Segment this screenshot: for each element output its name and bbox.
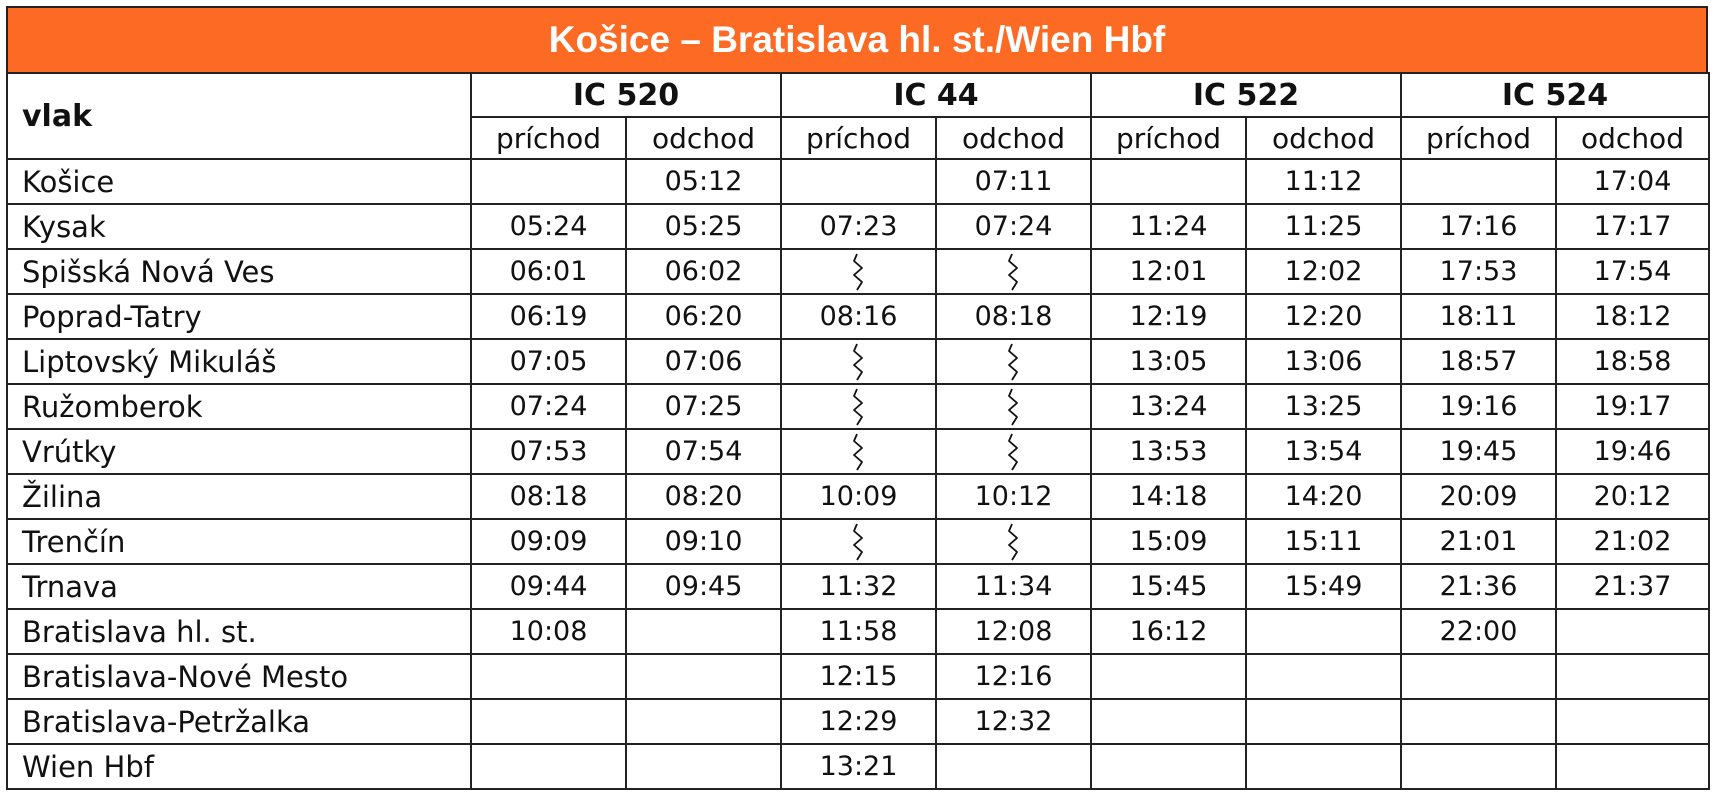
passes-without-stopping-icon	[781, 249, 936, 294]
station-name: Wien Hbf	[7, 744, 471, 789]
arrival-time: 11:32	[781, 564, 936, 609]
departure-time: 05:12	[626, 159, 781, 204]
arrival-time	[471, 654, 626, 699]
arrival-time: 12:19	[1091, 294, 1246, 339]
train-header: IC 522	[1091, 73, 1401, 117]
departure-time	[1246, 744, 1401, 789]
departure-time: 13:06	[1246, 339, 1401, 384]
passes-without-stopping-icon	[936, 384, 1091, 429]
departure-time	[626, 609, 781, 654]
arrival-header: príchod	[1091, 117, 1246, 159]
departure-time	[626, 654, 781, 699]
train-header: IC 524	[1401, 73, 1709, 117]
departure-time: 09:10	[626, 519, 781, 564]
departure-time: 12:20	[1246, 294, 1401, 339]
arrival-time	[1401, 159, 1556, 204]
station-name: Kysak	[7, 204, 471, 249]
arrival-time: 21:01	[1401, 519, 1556, 564]
departure-time: 11:12	[1246, 159, 1401, 204]
arrival-time	[1401, 699, 1556, 744]
arrival-time: 13:24	[1091, 384, 1246, 429]
table-row	[7, 564, 1709, 609]
arrival-time: 13:53	[1091, 429, 1246, 474]
table-row	[7, 474, 1709, 519]
departure-time: 13:25	[1246, 384, 1401, 429]
departure-time: 10:12	[936, 474, 1091, 519]
departure-time	[626, 699, 781, 744]
arrival-time: 06:01	[471, 249, 626, 294]
arrival-time: 13:21	[781, 744, 936, 789]
table-row	[7, 699, 1709, 744]
table-row	[7, 744, 1709, 789]
departure-header: odchod	[1556, 117, 1709, 159]
arrival-time: 11:24	[1091, 204, 1246, 249]
arrival-time: 17:16	[1401, 204, 1556, 249]
departure-time: 05:25	[626, 204, 781, 249]
arrival-header: príchod	[471, 117, 626, 159]
departure-time: 07:06	[626, 339, 781, 384]
departure-time: 07:11	[936, 159, 1091, 204]
arrival-time: 15:09	[1091, 519, 1246, 564]
header-row-trains	[7, 73, 1709, 117]
passes-without-stopping-icon	[936, 339, 1091, 384]
station-name: Liptovský Mikuláš	[7, 339, 471, 384]
timetable-body	[7, 159, 1709, 789]
departure-time: 07:25	[626, 384, 781, 429]
departure-time: 12:02	[1246, 249, 1401, 294]
departure-time: 09:45	[626, 564, 781, 609]
arrival-time: 07:05	[471, 339, 626, 384]
passes-without-stopping-icon	[781, 519, 936, 564]
departure-time: 13:54	[1246, 429, 1401, 474]
arrival-time: 20:09	[1401, 474, 1556, 519]
arrival-time: 15:45	[1091, 564, 1246, 609]
arrival-time: 14:18	[1091, 474, 1246, 519]
departure-time	[1246, 654, 1401, 699]
table-row	[7, 384, 1709, 429]
departure-time: 12:08	[936, 609, 1091, 654]
departure-time: 08:18	[936, 294, 1091, 339]
departure-time: 15:49	[1246, 564, 1401, 609]
station-name: Spišská Nová Ves	[7, 249, 471, 294]
departure-time: 17:04	[1556, 159, 1709, 204]
arrival-time: 09:44	[471, 564, 626, 609]
arrival-time: 12:01	[1091, 249, 1246, 294]
passes-without-stopping-icon	[936, 429, 1091, 474]
arrival-time: 08:16	[781, 294, 936, 339]
arrival-time	[1091, 159, 1246, 204]
departure-time	[1556, 654, 1709, 699]
station-name: Trnava	[7, 564, 471, 609]
arrival-time: 19:16	[1401, 384, 1556, 429]
departure-time	[1556, 699, 1709, 744]
departure-time: 17:17	[1556, 204, 1709, 249]
arrival-time	[471, 159, 626, 204]
departure-time: 07:54	[626, 429, 781, 474]
station-name: Ružomberok	[7, 384, 471, 429]
departure-time: 07:24	[936, 204, 1091, 249]
arrival-time: 10:09	[781, 474, 936, 519]
arrival-time	[1091, 654, 1246, 699]
arrival-time: 08:18	[471, 474, 626, 519]
departure-time: 14:20	[1246, 474, 1401, 519]
station-name: Bratislava-Nové Mesto	[7, 654, 471, 699]
departure-time	[626, 744, 781, 789]
arrival-time: 10:08	[471, 609, 626, 654]
departure-time: 20:12	[1556, 474, 1709, 519]
station-name: Košice	[7, 159, 471, 204]
passes-without-stopping-icon	[781, 429, 936, 474]
departure-time	[1246, 609, 1401, 654]
arrival-time	[471, 699, 626, 744]
passes-without-stopping-icon	[936, 249, 1091, 294]
station-name: Bratislava hl. st.	[7, 609, 471, 654]
table-row	[7, 294, 1709, 339]
arrival-time: 16:12	[1091, 609, 1246, 654]
departure-time: 21:02	[1556, 519, 1709, 564]
arrival-time	[1091, 744, 1246, 789]
arrival-time: 07:24	[471, 384, 626, 429]
passes-without-stopping-icon	[936, 519, 1091, 564]
arrival-time: 21:36	[1401, 564, 1556, 609]
departure-time: 12:32	[936, 699, 1091, 744]
departure-time: 19:17	[1556, 384, 1709, 429]
departure-time	[936, 744, 1091, 789]
station-name: Bratislava-Petržalka	[7, 699, 471, 744]
departure-header: odchod	[626, 117, 781, 159]
arrival-header: príchod	[1401, 117, 1556, 159]
table-row	[7, 339, 1709, 384]
station-name: Žilina	[7, 474, 471, 519]
departure-time: 17:54	[1556, 249, 1709, 294]
departure-time: 21:37	[1556, 564, 1709, 609]
departure-header: odchod	[936, 117, 1091, 159]
arrival-time: 19:45	[1401, 429, 1556, 474]
departure-time	[1556, 744, 1709, 789]
arrival-time: 13:05	[1091, 339, 1246, 384]
station-name: Trenčín	[7, 519, 471, 564]
departure-time: 06:20	[626, 294, 781, 339]
passes-without-stopping-icon	[781, 339, 936, 384]
arrival-time: 11:58	[781, 609, 936, 654]
arrival-time: 09:09	[471, 519, 626, 564]
arrival-time: 07:23	[781, 204, 936, 249]
departure-time: 06:02	[626, 249, 781, 294]
arrival-time: 17:53	[1401, 249, 1556, 294]
departure-time: 08:20	[626, 474, 781, 519]
arrival-time: 18:11	[1401, 294, 1556, 339]
table-row	[7, 654, 1709, 699]
departure-time: 19:46	[1556, 429, 1709, 474]
arrival-time: 22:00	[1401, 609, 1556, 654]
table-row	[7, 519, 1709, 564]
arrival-time: 05:24	[471, 204, 626, 249]
departure-time: 12:16	[936, 654, 1091, 699]
table-row	[7, 249, 1709, 294]
departure-time: 18:12	[1556, 294, 1709, 339]
arrival-time: 18:57	[1401, 339, 1556, 384]
train-header: IC 520	[471, 73, 781, 117]
arrival-time: 06:19	[471, 294, 626, 339]
arrival-time	[1401, 744, 1556, 789]
arrival-time: 12:29	[781, 699, 936, 744]
arrival-time: 12:15	[781, 654, 936, 699]
column-header-train: vlak	[7, 73, 471, 159]
timetable	[6, 6, 1708, 790]
station-name: Poprad-Tatry	[7, 294, 471, 339]
timetable-title: Košice – Bratislava hl. st./Wien Hbf	[6, 6, 1708, 72]
departure-time: 11:34	[936, 564, 1091, 609]
train-header: IC 44	[781, 73, 1091, 117]
departure-header: odchod	[1246, 117, 1401, 159]
station-name: Vrútky	[7, 429, 471, 474]
table-row	[7, 159, 1709, 204]
arrival-time	[1091, 699, 1246, 744]
departure-time: 18:58	[1556, 339, 1709, 384]
departure-time: 11:25	[1246, 204, 1401, 249]
table-row	[7, 429, 1709, 474]
table-row	[7, 609, 1709, 654]
arrival-time	[1401, 654, 1556, 699]
table-row	[7, 204, 1709, 249]
arrival-header: príchod	[781, 117, 936, 159]
departure-time	[1246, 699, 1401, 744]
departure-time	[1556, 609, 1709, 654]
arrival-time: 07:53	[471, 429, 626, 474]
arrival-time	[471, 744, 626, 789]
passes-without-stopping-icon	[781, 384, 936, 429]
timetable-table	[6, 72, 1710, 790]
arrival-time	[781, 159, 936, 204]
departure-time: 15:11	[1246, 519, 1401, 564]
